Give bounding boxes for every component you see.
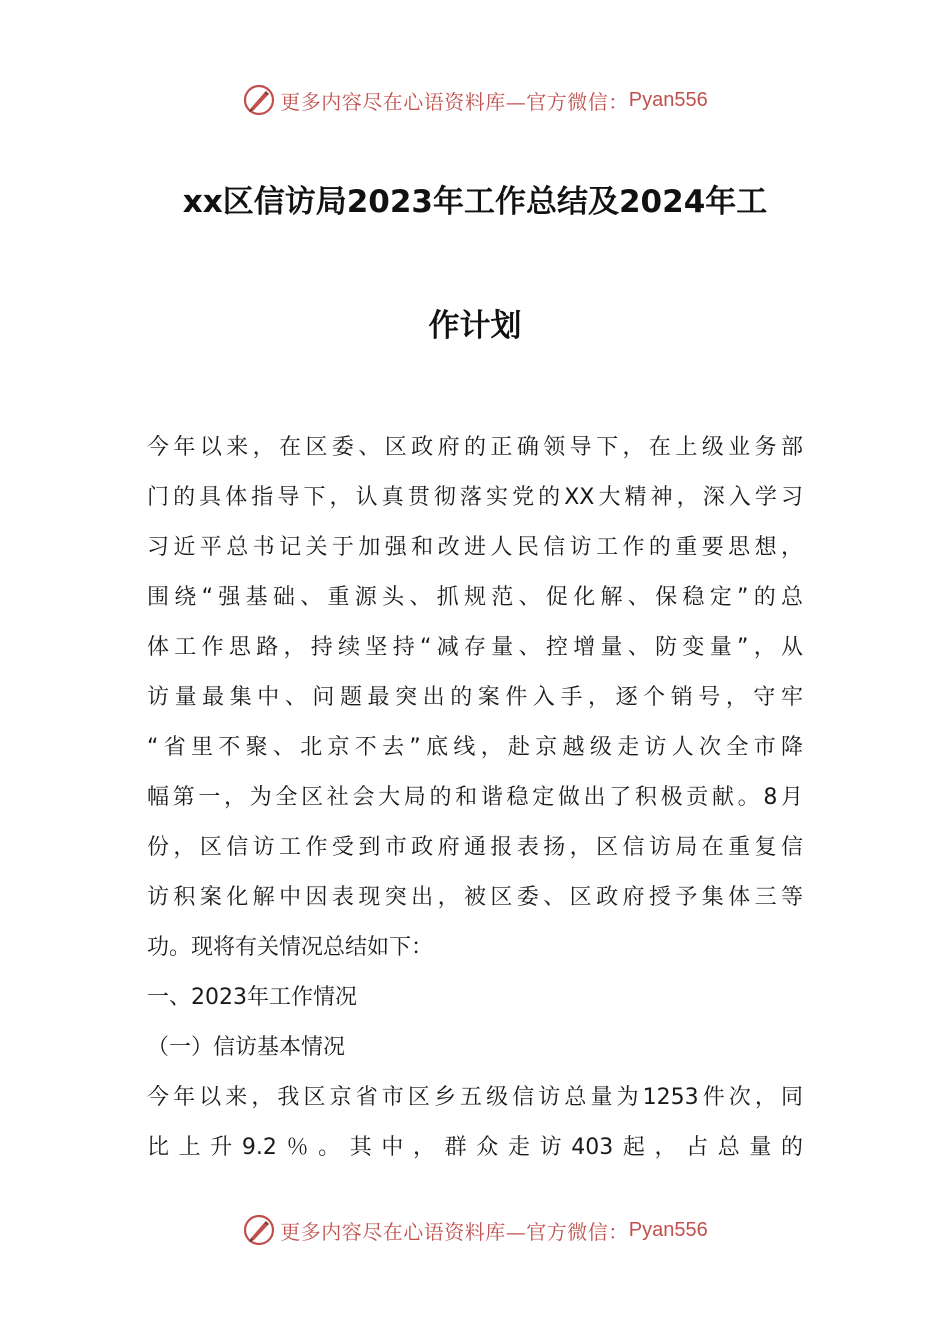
pen-logo-icon — [242, 1213, 276, 1247]
watermark-text: 更多内容尽在心语资料库—官方微信： — [280, 1219, 629, 1244]
document-title-line-2: 作计划 — [428, 308, 522, 344]
body-line: 访积案化解中因表现突出，被区委、区政府授予集体三等 — [147, 885, 803, 910]
watermark-text: 更多内容尽在心语资料库—官方微信： — [280, 89, 629, 114]
body-line: 今年以来，我区京省市区乡五级信访总量为1253件次，同 — [147, 1085, 803, 1110]
watermark-contact: Pyan556 — [628, 1218, 708, 1241]
body-line: 今年以来，在区委、区政府的正确领导下，在上级业务部 — [147, 435, 803, 460]
body-line: 幅第一，为全区社会大局的和谐稳定做出了积极贡献。8月 — [147, 785, 803, 810]
body-line: 份，区信访工作受到市政府通报表扬，区信访局在重复信 — [147, 835, 803, 860]
body-line: 比上升9.2％。其中，群众走访403起，占总量的 — [147, 1135, 803, 1160]
watermark-contact: Pyan556 — [628, 88, 708, 111]
body-line: 习近平总书记关于加强和改进人民信访工作的重要思想， — [147, 535, 803, 560]
section-heading: 一、2023年工作情况 — [147, 985, 357, 1010]
document-title-line-1: xx区信访局2023年工作总结及2024年工 — [182, 184, 768, 220]
subsection-heading: （一）信访基本情况 — [147, 1035, 346, 1060]
watermark-banner-bottom — [0, 1208, 950, 1252]
body-line: 门的具体指导下，认真贯彻落实党的XX大精神，深入学习 — [147, 485, 803, 510]
body-line: 体工作思路，持续坚持“减存量、控增量、防变量”，从 — [147, 635, 803, 660]
body-line: 围绕“强基础、重源头、抓规范、促化解、保稳定”的总 — [147, 585, 803, 610]
body-line: 功。现将有关情况总结如下： — [147, 935, 434, 960]
body-line: 访量最集中、问题最突出的案件入手，逐个销号，守牢 — [147, 685, 803, 710]
watermark-banner-top — [0, 78, 950, 122]
body-line: “省里不聚、北京不去”底线，赴京越级走访人次全市降 — [147, 735, 803, 760]
pen-logo-icon — [242, 83, 276, 117]
